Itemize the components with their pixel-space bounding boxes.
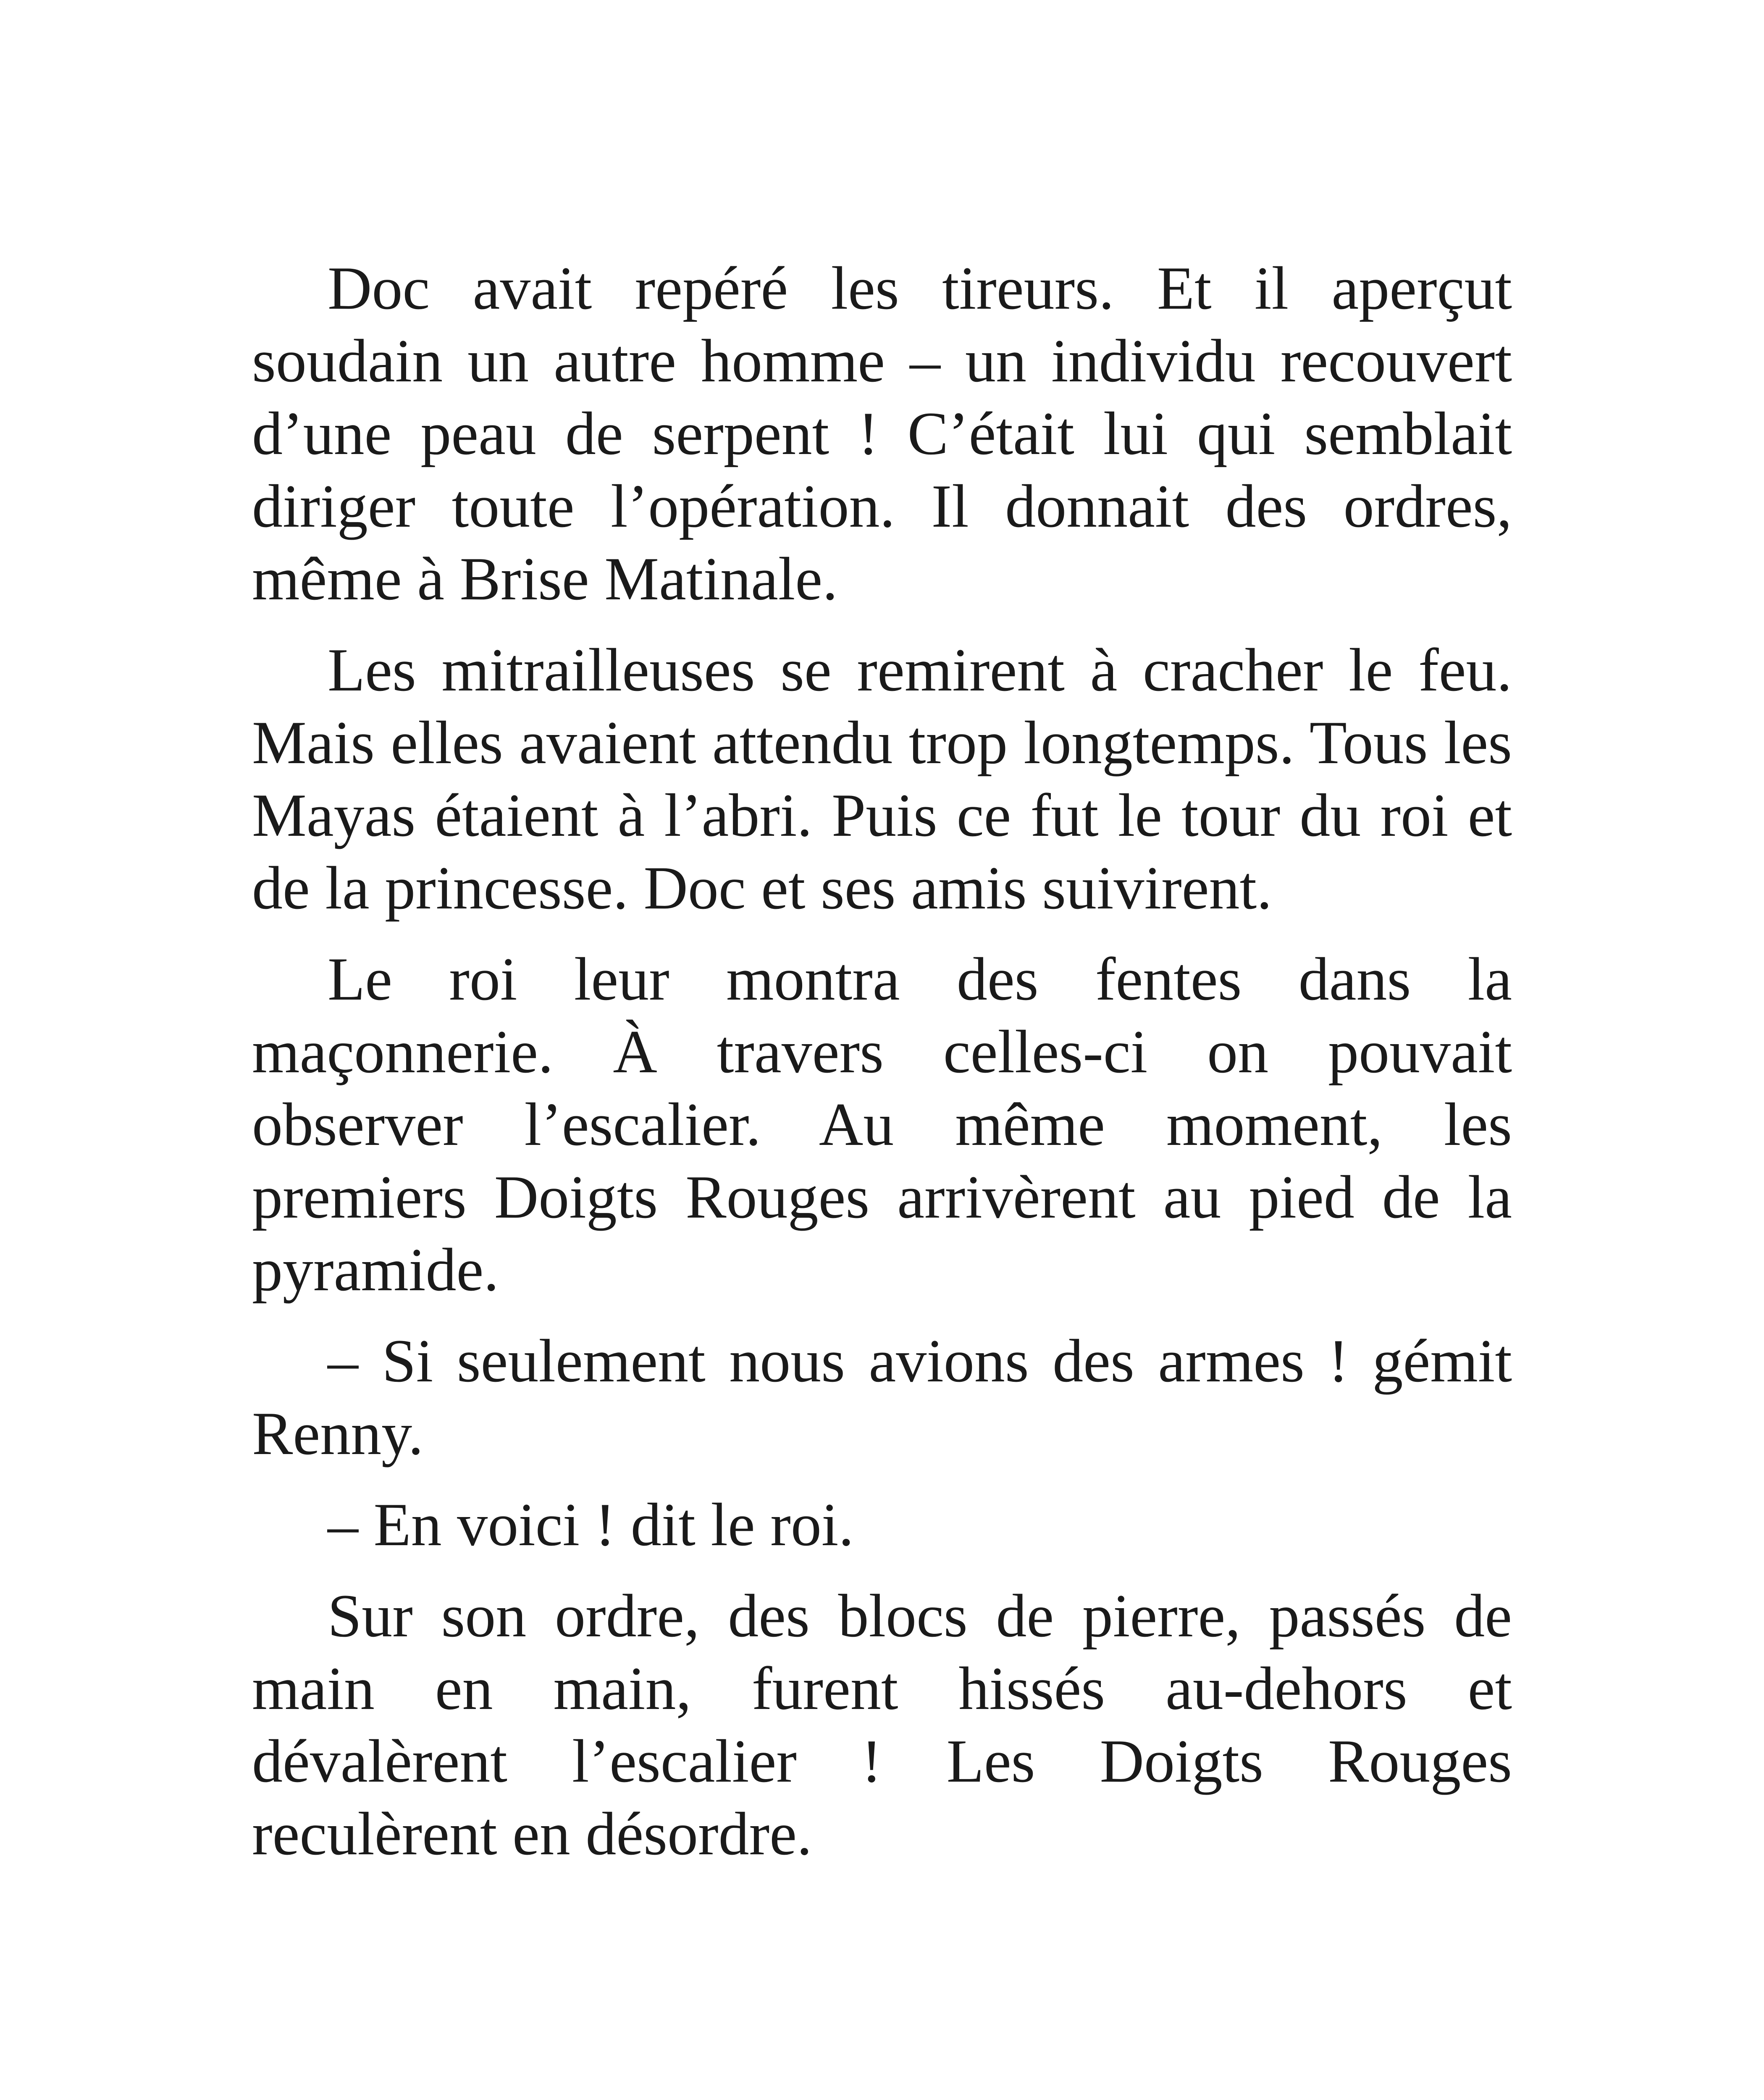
paragraph: Les mitrailleuses se remirent à cracher le feu. Mais elles avaient attendu trop longtemps. Tous les Mayas étaient à l’abri. Puis ce fut le tour du roi et de la princesse. Doc et ses amis suivirent. (252, 636, 1512, 922)
paragraph: – Si seulement nous avions des armes ! gémit Renny. (252, 1327, 1512, 1467)
paragraph: Doc avait repéré les tireurs. Et il aperçut soudain un autre homme – un individu recouvert d’une peau de serpent ! C’était lui qui semblait diriger toute l’opération. Il donnait des ordres, même à Brise Matinale. (252, 254, 1512, 613)
paragraph: – En voici ! dit le roi. (328, 1491, 854, 1559)
body-text (252, 252, 1512, 1889)
paragraph: Sur son ordre, des blocs de pierre, passés de main en main, furent hissés au-dehors et dévalèrent l’escalier ! Les Doigts Rouges reculèrent en désordre. (252, 1582, 1512, 1868)
paragraph: Le roi leur montra des fentes dans la maçonnerie. À travers celles-ci on pouvait observer l’escalier. Au même moment, les premiers Doigts Rouges arrivèrent au pied de la pyramide. (252, 945, 1512, 1304)
